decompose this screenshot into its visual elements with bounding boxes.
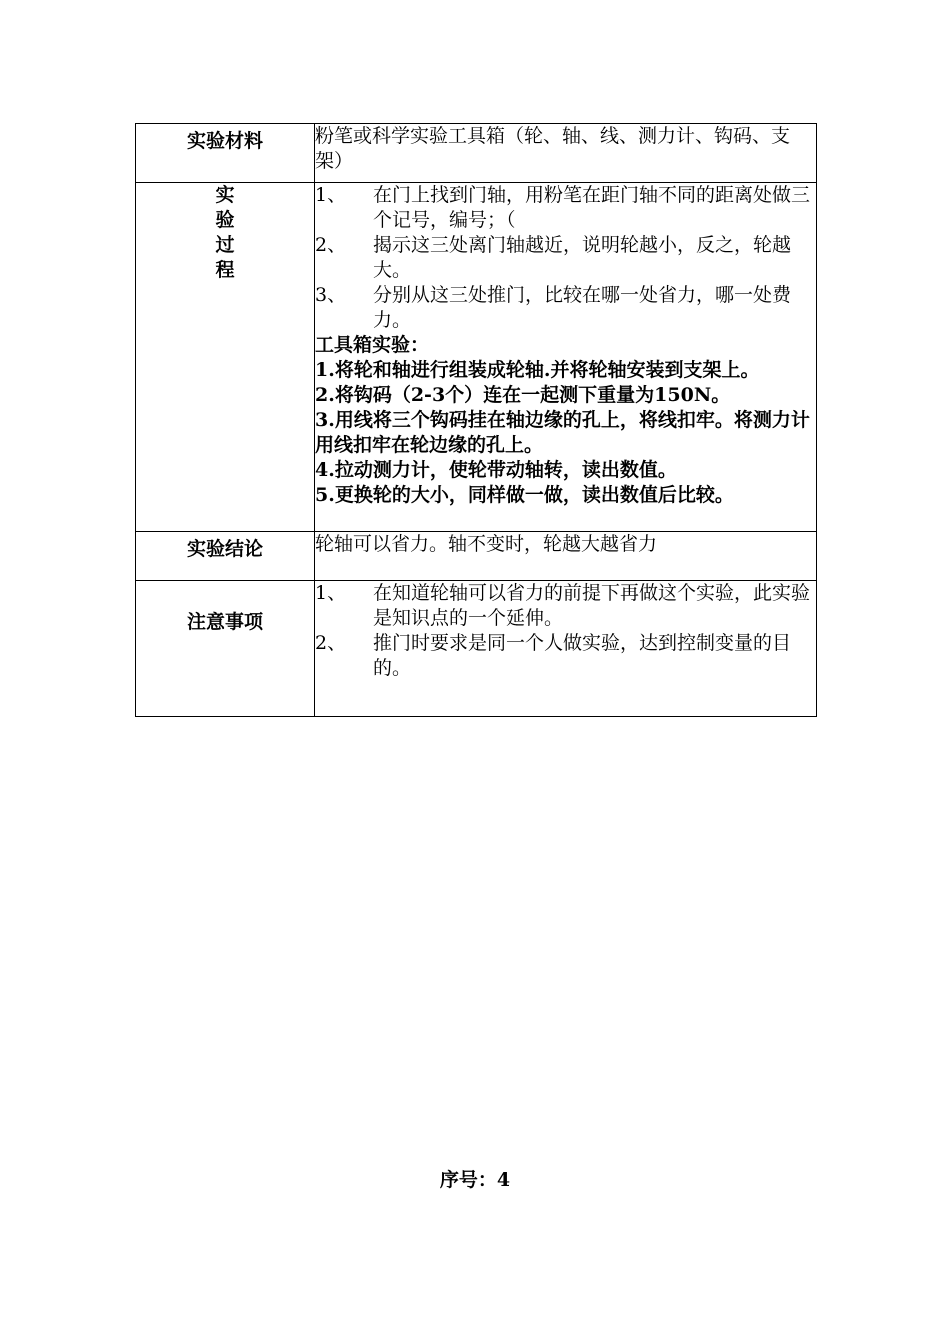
process-step — [315, 283, 816, 333]
process-label-char: 过 — [215, 234, 235, 256]
note-number: 1、 — [315, 582, 347, 604]
notes-row — [136, 581, 817, 717]
toolbox-line: 5.更换轮的大小，同样做一做，读出数值后比较。 — [315, 484, 734, 506]
toolbox-line: 3.用线将三个钩码挂在轴边缘的孔上，将线扣牢。将测力计用线扣牢在轮边缘的孔上。 — [315, 409, 810, 456]
process-label — [136, 183, 315, 532]
process-label-char: 验 — [215, 209, 235, 231]
toolbox-title: 工具箱实验： — [315, 334, 430, 356]
note-text: 在知道轮轴可以省力的前提下再做这个实验，此实验是知识点的一个延伸。 — [373, 582, 811, 629]
step-number: 2、 — [315, 234, 347, 256]
toolbox-line: 1.将轮和轴进行组装成轮轴.并将轮轴安装到支架上。 — [315, 359, 760, 381]
toolbox-line: 2.将钩码（2-3个）连在一起测下重量为150N。 — [315, 384, 731, 406]
notes-content — [315, 581, 817, 717]
process-label-char: 实 — [215, 184, 235, 206]
experiment-table — [135, 123, 817, 717]
conclusion-row — [136, 532, 817, 581]
notes-label: 注意事项 — [136, 581, 315, 717]
conclusion-label: 实验结论 — [136, 532, 315, 581]
step-text: 分别从这三处推门，比较在哪一处省力，哪一处费力。 — [373, 284, 792, 331]
step-text: 揭示这三处离门轴越近，说明轮越小，反之，轮越大。 — [373, 234, 792, 281]
step-text: 在门上找到门轴，用粉笔在距门轴不同的距离处做三个记号，编号；（ — [373, 184, 811, 231]
process-content — [315, 183, 817, 532]
page-serial-number: 序号：4 — [439, 1169, 511, 1191]
step-number: 3、 — [315, 284, 347, 306]
toolbox-line: 4.拉动测力计，使轮带动轴转，读出数值。 — [315, 459, 677, 481]
materials-content: 粉笔或科学实验工具箱（轮、轴、线、测力计、钩码、支架） — [315, 124, 817, 183]
step-number: 1、 — [315, 184, 347, 206]
toolbox-section — [315, 333, 816, 508]
process-label-char: 程 — [215, 259, 235, 281]
conclusion-content: 轮轴可以省力。轴不变时，轮越大越省力 — [315, 532, 817, 581]
process-row — [136, 183, 817, 532]
note-text: 推门时要求是同一个人做实验，达到控制变量的目的。 — [373, 632, 792, 679]
notes-list — [315, 581, 816, 681]
process-step — [315, 233, 816, 283]
process-step — [315, 183, 816, 233]
note-item — [315, 631, 816, 681]
note-item — [315, 581, 816, 631]
materials-label: 实验材料 — [136, 124, 315, 183]
materials-row — [136, 124, 817, 183]
process-steps — [315, 183, 816, 333]
note-number: 2、 — [315, 632, 347, 654]
